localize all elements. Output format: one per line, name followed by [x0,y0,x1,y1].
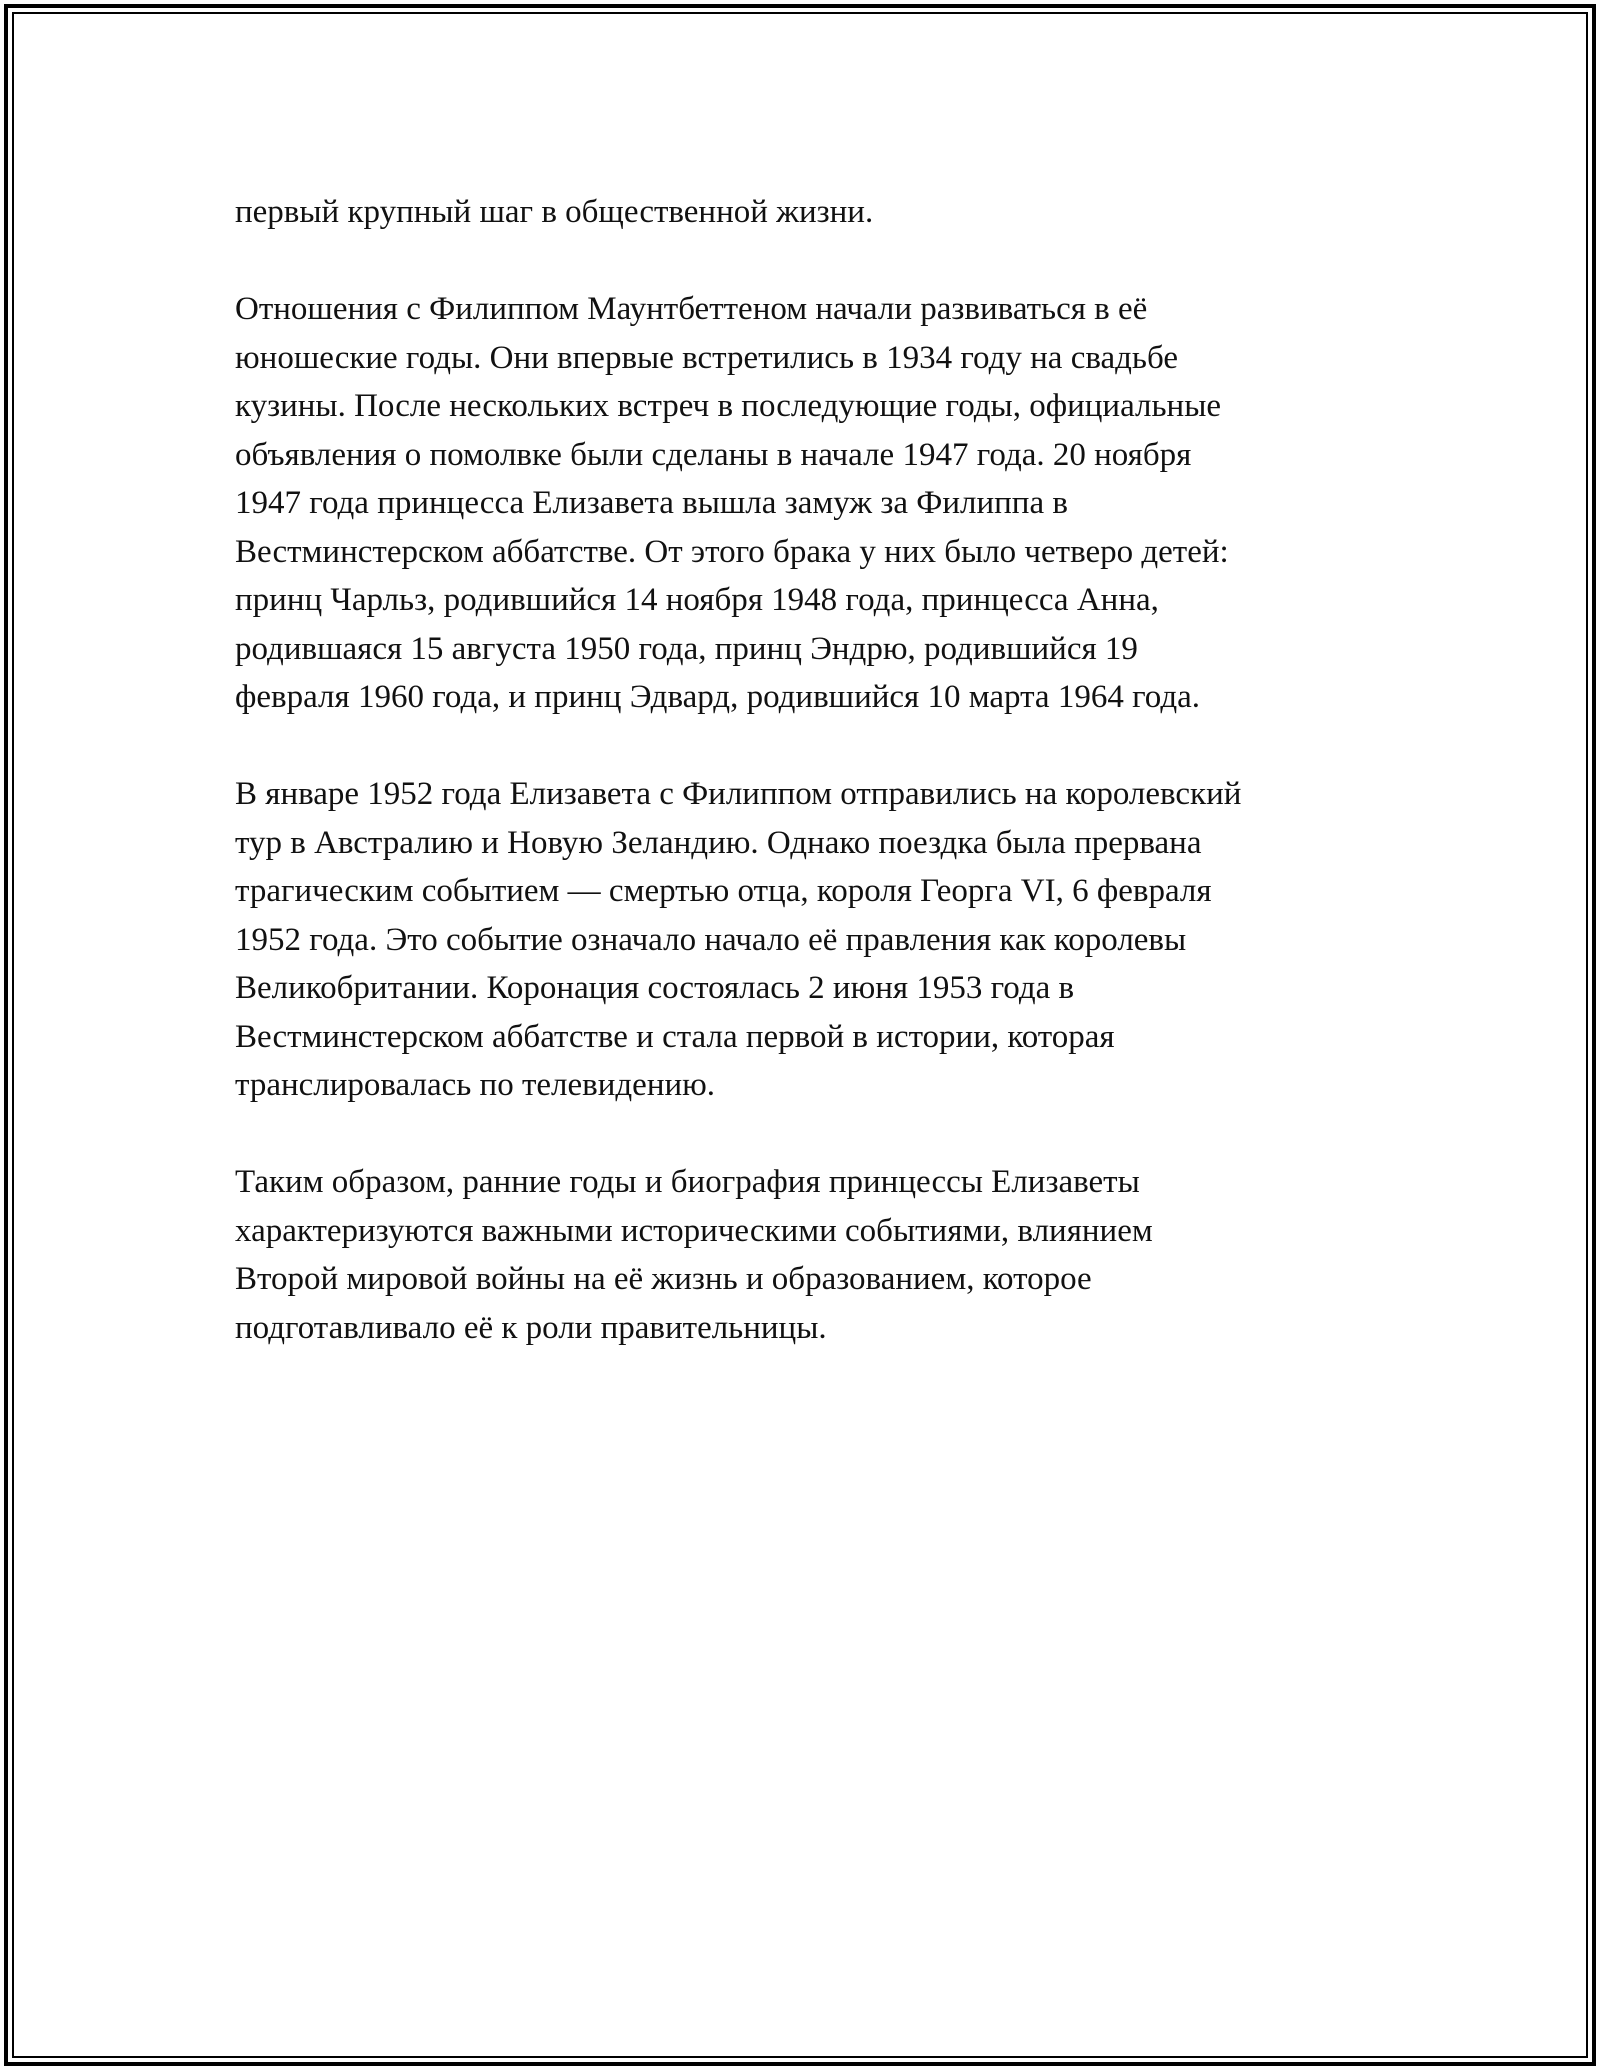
text-line: объявления о помолвке были сделаны в начале 1947 года. 20 ноября [235,436,1192,473]
text-line: Отношения с Филиппом Маунтбеттеном начали развиваться в её [235,291,1148,327]
text-line: 1947 года принцесса Елизавета вышла замуж за Филиппа в [235,485,1068,521]
text-line: первый крупный шаг в общественной жизни. [235,194,874,230]
text-line: тур в Австралию и Новую Зеландию. Однако поездка была прервана [235,824,1202,861]
text-line: В январе 1952 года Елизавета с Филиппом отправились на королевский [235,776,1242,812]
text-line: Вестминстерском аббатстве и стала первой в истории, которая [235,1018,1115,1055]
document-body [235,188,1375,1352]
text-line: февраля 1960 года, и принц Эдвард, родившийся 10 марта 1964 года. [235,679,1201,715]
paragraph-gap [235,237,1375,286]
text-line: транслировалась по телевидению. [235,1067,716,1103]
paragraph-gap [235,1110,1375,1159]
text-line: родившаяся 15 августа 1950 года, принц Эндрю, родившийся 19 [235,630,1138,667]
text-line: 1952 года. Это событие означало начало её правления как королевы [235,921,1187,958]
text-line: Великобритании. Коронация состоялась 2 июня 1953 года в [235,970,1075,1006]
text-line: Таким образом, ранние годы и биография принцессы Елизаветы [235,1164,1140,1200]
paragraph-gap [235,722,1375,771]
text-line: Второй мировой войны на её жизнь и образованием, которое [235,1261,1092,1297]
text-line: Вестминстерском аббатстве. От этого брака у них было четверо детей: [235,533,1229,570]
text-line: принц Чарльз, родившийся 14 ноября 1948 года, принцесса Анна, [235,582,1159,618]
text-line: подготавливало её к роли правительницы. [235,1309,827,1346]
text-line: трагическим событием — смертью отца, короля Георга VI, 6 февраля [235,873,1212,909]
text-line: кузины. После нескольких встреч в последующие годы, официальные [235,388,1222,424]
text-line: юношеские годы. Они впервые встретились в 1934 году на свадьбе [235,339,1178,376]
text-line: характеризуются важными историческими событиями, влиянием [235,1212,1153,1249]
